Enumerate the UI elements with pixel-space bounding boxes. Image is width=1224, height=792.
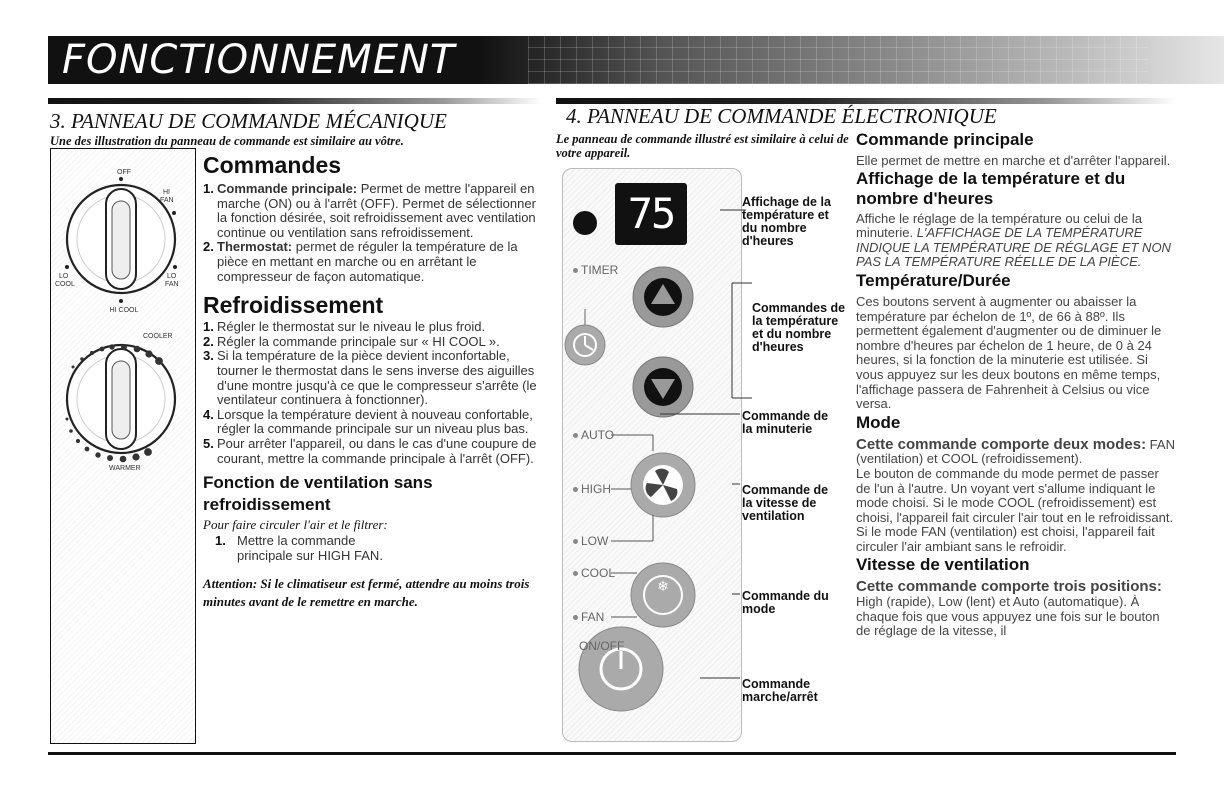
svg-text:❄: ❄	[657, 578, 669, 594]
high-led-label: HIGH	[573, 482, 611, 496]
callout-vitesse: Commande de la vitesse de ventilation	[742, 483, 829, 523]
list-item: 5. Pour arrêter l'appareil, ou dans le cas d'une coupure de courant, mettre la commande principale à l'arrêt (OFF).	[203, 435, 537, 466]
dial-label-lo-2: LO	[167, 273, 177, 280]
callout-mode: Commande du mode	[742, 589, 829, 616]
commandes-heading: Commandes	[203, 152, 342, 178]
refroidissement-heading: Refroidissement	[203, 292, 384, 319]
fan-heading-line2: refroidissement	[203, 495, 331, 515]
attention-note: Attention: Si le climatiseur est fermé, attendre au moins trois minutes avant de le remettre en marche.	[203, 576, 530, 610]
bottom-rule	[48, 752, 1176, 755]
timer-led-label: TIMER	[573, 263, 618, 277]
callout-marche-arret: Commande marche/arrêt	[742, 677, 818, 704]
mechanical-panel	[50, 148, 196, 744]
power-indicator-dot	[573, 211, 597, 235]
low-led-label: LOW	[573, 534, 608, 548]
right-text-column	[856, 129, 1176, 639]
fan-step: 1. Mettre la commande principale sur HIGH FAN.	[215, 533, 383, 564]
dial-label-lo-1: LO	[59, 273, 69, 280]
principale-heading: Commande principale	[856, 130, 1034, 149]
dial-label-fan: FAN	[160, 197, 174, 204]
temperature-display-value: 75	[627, 189, 675, 238]
affichage-text: Affiche le réglage de la température ou celui de la minuterie. L'AFFICHAGE DE LA TEMPÉRATURE INDIQUE LA TEMPÉRATURE DE RÉGLAGE ET NON PAS LA TEMPÉRATURE RÉELLE DE LA PIÈCE.	[856, 210, 1171, 270]
mode-description: Le bouton de commande du mode permet de passer de l'un à l'autre. Un voyant vert s'allume indiquant le mode choisi. Si le mode COOL (refroidissement) est choisi, l'appareil fait circuler l'air tout en le refroidissant. Si le mode FAN (ventilation) est choisi, l'appareil fait circuler l'air ambiant sans le refroidir.	[856, 465, 1174, 554]
refroidissement-list	[203, 320, 548, 466]
right-section-title: 4. PANNEAU DE COMMANDE ÉLECTRONIQUE	[566, 104, 997, 128]
list-item: 4. Lorsque la température devient à nouveau confortable, régler la commande principale sur un niveau plus bas.	[203, 406, 533, 437]
title-band	[48, 36, 1224, 84]
callout-minuterie: Commande de la minuterie	[742, 409, 829, 436]
left-section-subtitle: Une des illustration du panneau de commande est similaire au vôtre.	[50, 134, 404, 148]
vitesse-heading: Vitesse de ventilation	[856, 555, 1030, 575]
dial-label-warmer: WARMER	[109, 465, 141, 472]
dial-label-lo-fan: FAN	[165, 281, 179, 288]
temperature-duree-text: Ces boutons servent à augmenter ou abaisser la température par échelon de 1º, de 66 à 88º. Ils permettent également d'augmenter ou de diminuer le nombre d'heures par échelon de 1 heure, de 0 à 24 heures, si la fonction de la minuterie est utilisée. Si vous appuyez sur les deux boutons en même temps, l'affichage passera de Fahrenheit à Celsius ou vice versa.	[856, 293, 1162, 412]
list-item: 1. Régler le thermostat sur le niveau le plus froid.	[203, 319, 486, 335]
vitesse-text: Cette commande comporte trois positions: High (rapide), Low (lent) et Auto (automatique). À chaque fois que vous appuyez une fois sur le bouton de réglage de la vitesse, il	[856, 578, 1162, 639]
fan-heading-line1: Fonction de ventilation sans	[203, 473, 433, 493]
mode-text: Cette commande comporte deux modes: FAN (ventilation) et COOL (refroidissement).	[856, 435, 1175, 467]
auto-led-label: AUTO	[573, 428, 614, 442]
fan-intro: Pour faire circuler l'air et le filtrer:	[203, 517, 388, 533]
principale-text: Elle permet de mettre en marche et d'arrêter l'appareil.	[856, 153, 1171, 168]
dial-label-hi: HI	[163, 189, 170, 196]
dial-label-cooler: COOLER	[143, 333, 173, 340]
callout-affichage: Affichage de la température et du nombre d'heures	[742, 195, 831, 248]
dials-figure	[51, 149, 197, 745]
cool-led-label: COOL	[573, 566, 615, 580]
fan-led-label: FAN	[573, 610, 604, 624]
list-item: 2. Thermostat: permet de réguler la température de la pièce en mettant en marche ou en arrêtant le compresseur de façon automatique.	[203, 239, 518, 284]
dial-label-cool: COOL	[55, 281, 75, 288]
left-section-rule	[48, 98, 542, 104]
callout-commandes-temperature: Commandes de la température et du nombre d'heures	[752, 301, 846, 354]
callout-lines	[660, 168, 780, 742]
temperature-duree-heading: Température/Durée	[856, 270, 1011, 290]
list-item: 2. Régler la commande principale sur « HI COOL ».	[203, 333, 500, 349]
mode-heading: Mode	[856, 412, 901, 432]
dial-label-off: OFF	[117, 169, 131, 176]
commandes-list	[203, 182, 548, 284]
affichage-heading: Affichage de la température et du nombre d'heures	[856, 168, 1126, 208]
left-text-column	[203, 152, 548, 611]
list-item: 3. Si la température de la pièce devient inconfortable, tourner le thermostat dans le sens inverse des aiguilles d'une montre jusqu'à ce que le compresseur s'arrête (le ventilateur continuera à fonctionner).	[203, 348, 537, 408]
left-section-title: 3. PANNEAU DE COMMANDE MÉCANIQUE	[50, 109, 447, 133]
right-section-subtitle: Le panneau de commande illustré est similaire à celui de votre appareil.	[556, 132, 849, 160]
page-title: FONCTIONNEMENT	[62, 37, 456, 83]
onoff-label: ON/OFF	[579, 639, 625, 653]
dial-label-hi-cool: HI COOL	[109, 307, 139, 314]
list-item: 1. Commande principale: Permet de mettre l'appareil en marche (ON) ou à l'arrêt (OFF). Permet de sélectionner la fonction désirée, soit refroidissement avec ventilation continue ou ventilation sans refroidissement.	[203, 181, 536, 240]
